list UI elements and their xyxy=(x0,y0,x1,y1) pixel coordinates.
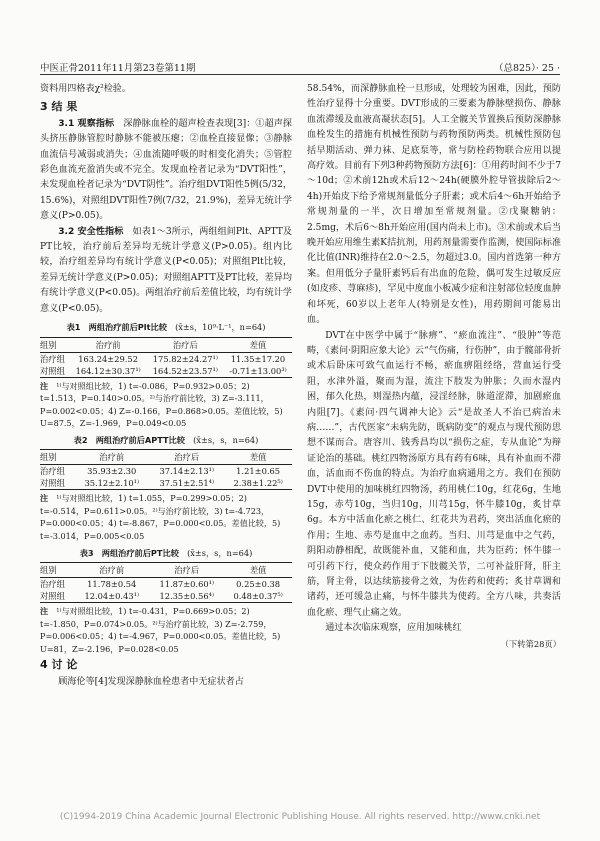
data-table xyxy=(40,562,292,603)
right-column xyxy=(307,82,561,652)
intro-line: 资料用四格表χ²检验。 xyxy=(40,84,131,94)
table-2 xyxy=(40,433,292,543)
table-3 xyxy=(40,546,292,656)
subsection-3-1 xyxy=(40,117,292,225)
data-table xyxy=(40,337,292,378)
page-number: （总825）· 25 · xyxy=(493,63,560,74)
table-note: 注 ¹⁾与对照组比较，1) t=-0.086，P=0.932>0.05；2) t=1.513，P=0.140>0.05。²⁾与治疗前比较，3) Z=-3.111，P=0.002<0.05；4) Z=-0.166，P=0.868>0.05。差值比较，5) U=87.5，Z=-1.969，P=0.049<0.05 xyxy=(40,380,283,429)
subsection-3-1-text: 深静脉血栓的超声检查表现[3]：①超声探头挤压静脉管腔时静脉不能被压瘪；②血栓直接显像；③静脉血流信号减弱或消失；④血流随呼吸的时相变化消失；⑤管腔彩色血流充盈消失或不完全。发现血栓者记录为“DVT阳性”，未发现血栓者记录为“DVT阴性”。治疗组DVT阳性5例(5/32，15.6%)，对照组DVT阳性7例(7/32，21.9%)，差异无统计学意义(P>0.05)。 xyxy=(40,118,292,222)
table-caption: 表2 两组治疗前后APTT比较 (x̄±s，s，n=64) xyxy=(73,434,259,445)
copyright-footer: (C)1994-2019 China Academic Journal Electronic Publishing House. All rights reserved. http://www.cnki.net xyxy=(59,812,541,822)
journal-issue: 中医正骨2011年11月第23卷第11期 xyxy=(40,63,196,74)
section-discussion-heading: 4 讨 论 xyxy=(40,658,78,672)
subsection-3-1-title: 3.1 观察指标 xyxy=(58,118,115,129)
table-note: 注 ¹⁾与对照组比较，1) t=1.055，P=0.299>0.05；2) t=-0.514，P=0.611>0.05。²⁾与治疗前比较，3) t=-4.723，P=0.000<0.05；4) t=-8.867，P=0.000<0.05。差值比较，5) t=-3.014，P=0.005<0.05 xyxy=(40,493,281,542)
subsection-3-2-text: 如表1～3所示，两组组间Plt、APTT及PT比较，治疗前后差异均无统计学意义(P>0.05)。组内比较，治疗组差异均有统计学意义(P<0.05)；对照组Plt比较，差异无统计学意义(P>0.05)；对照组APTT及PT比较，差异均有统计学意义(P<0.05)。两组治疗前后差值比较，均有统计学意义(P<0.05)。 xyxy=(40,226,292,314)
discussion-start: 顾海伦等[4]发现深静脉血栓患者中无症状者占 xyxy=(58,676,244,687)
left-column xyxy=(40,82,292,690)
table-row: 对照组 12.04±0.43¹⁾ 12.35±0.56⁴⁾ 0.48±0.37⁵⁾ xyxy=(40,591,283,602)
table-row: 对照组 164.12±30.37¹⁾ 164.52±23.57¹⁾ -0.71±13.00³⁾ xyxy=(40,365,287,376)
data-table xyxy=(40,449,292,490)
table-header-row: 组别 治疗前 治疗后 差值 xyxy=(40,337,292,352)
subsection-3-2 xyxy=(40,225,292,317)
continued-note: （下转第28页） xyxy=(500,638,561,649)
table-header-row: 组别 治疗前 治疗后 差值 xyxy=(40,450,292,465)
table-row: 对照组 35.12±2.10¹⁾ 37.51±2.51⁴⁾ 2.38±1.22⁵⁾ xyxy=(40,478,283,489)
table-header-row: 组别 治疗前 治疗后 差值 xyxy=(40,563,292,578)
subsection-3-2-title: 3.2 安全性指标 xyxy=(58,226,124,237)
table-row: 治疗组 163.24±29.52 175.82±24.27¹⁾ 11.35±17.20 xyxy=(40,353,286,364)
discussion-paragraph-2: DVT在中医学中属于“脉痹”、“瘀血流注”、“股肿”等范畴，《素问·阴阳应象大论》云“气伤痛，行伤肿”，由于髋部骨折或术后卧床可致气血运行不畅，瘀血痹阻经络，营血运行受阻，水津外溢，聚而为湿，流注下肢发为肿胀；久而水湿内困，郁久化热，则湿热内蕴，浸淫经脉，脉道涩滞，加剧瘀血内阻[7]。《素问·四气调神大论》云“是故圣人不治已病治未病……”，古代医家“未病先防，既病防变”的观点与现代预防思想不谋而合。唐容川、钱秀昌均以“损伤之症，专从血论”为辩证论治的基础。桃红四物汤原方具有药有6味，具有补血而不滞血，活血而不伤血的特点。为治疗血病通用之方。我们在预防DVT中使用的加味桃红四物汤，药用桃仁10g，红花6g，生地15g，赤芍10g，当归10g，川芎15g，怀牛膝10g，炙甘草6g。本方中活血化瘀之桃仁、红花共为君药，突出活血化瘀的作用；生地、赤芍是血中之血药。当归、川芎是血中之气药，阴阳动静相配，故既能补血，又能和血，共为臣药；怀牛膝一可引药下行，使众药作用于下肢髋关节，二可补益肝肾，肝主筋，肾主骨，以达续筋接骨之效，为佐药和使药；炙甘草调和诸药，还可缓急止痛，与怀牛膝共为使药。全方八味，共奏活血化瘀、理气止痛之效。 xyxy=(307,330,561,618)
table-caption: 表1 两组治疗前后Plt比较 (x̄±s，10⁹·L⁻¹，n=64) xyxy=(66,322,266,333)
table-row: 治疗组 11.78±0.54 11.87±0.60¹⁾ 0.25±0.38 xyxy=(40,579,281,590)
table-1 xyxy=(40,320,292,430)
section-results-heading: 3 结 果 xyxy=(40,100,78,114)
table-row: 治疗组 35.93±2.30 37.14±2.13¹⁾ 1.21±0.65 xyxy=(40,466,281,477)
table-caption: 表3 两组治疗前后PT比较 (x̄±s，s，n=64) xyxy=(79,547,253,558)
table-note: 注 ¹⁾与对照组比较，1) t=-0.431，P=0.669>0.05；2) t=-1.850，P=0.074>0.05。²⁾与治疗前比较，3) Z=-2.759，P=0.006<0.05；4) t=-4.967，P=0.000<0.05。差值比较，5) U=81，Z=-2.196，P=0.028<0.05 xyxy=(40,606,281,654)
running-header xyxy=(40,58,560,75)
discussion-paragraph-3: 通过本次临床观察，应用加味桃红 xyxy=(325,623,462,634)
discussion-paragraph-1: 58.54%，而深静脉血栓一旦形成，处理较为困难，因此，预防性治疗显得十分重要。DVT形成的三要素为静脉壁损伤、静脉血流滞缓及血液高凝状态[5]。人工全髋关节置换后预防深静脉血栓发生的措施有机械性预防与药物预防两类。机械性预防包括早期活动、弹力袜、足底泵等，常与防栓药物联合应用以提高疗效。目前有下列3种药物预防方法[6]：①用药时间不少于7～10d；②术前12h或术后12～24h(硬膜外腔导管拔除后2～4h)开始皮下给予常规剂量低分子肝素；或术后4～6h开始给予常规剂量的一半，次日增加至常规剂量。②戊聚糖钠：2.5mg，术后6～8h开始应用(国内尚未上市)。③术前或术后当晚开始应用维生素K拮抗剂，用药剂量需要作监测，使国际标准化比值(INR)维持在2.0～2.5，勿超过3.0。国内首选第一种方案。但用低分子量肝素钙后有出血的危险，偶可发生过敏反应(如皮疹、荨麻疹)，罕见中度血小板减少症和注射部位轻度血肿和坏死，60岁以上老年人(特别是女性)，用药期间可能易出血。 xyxy=(307,84,561,326)
